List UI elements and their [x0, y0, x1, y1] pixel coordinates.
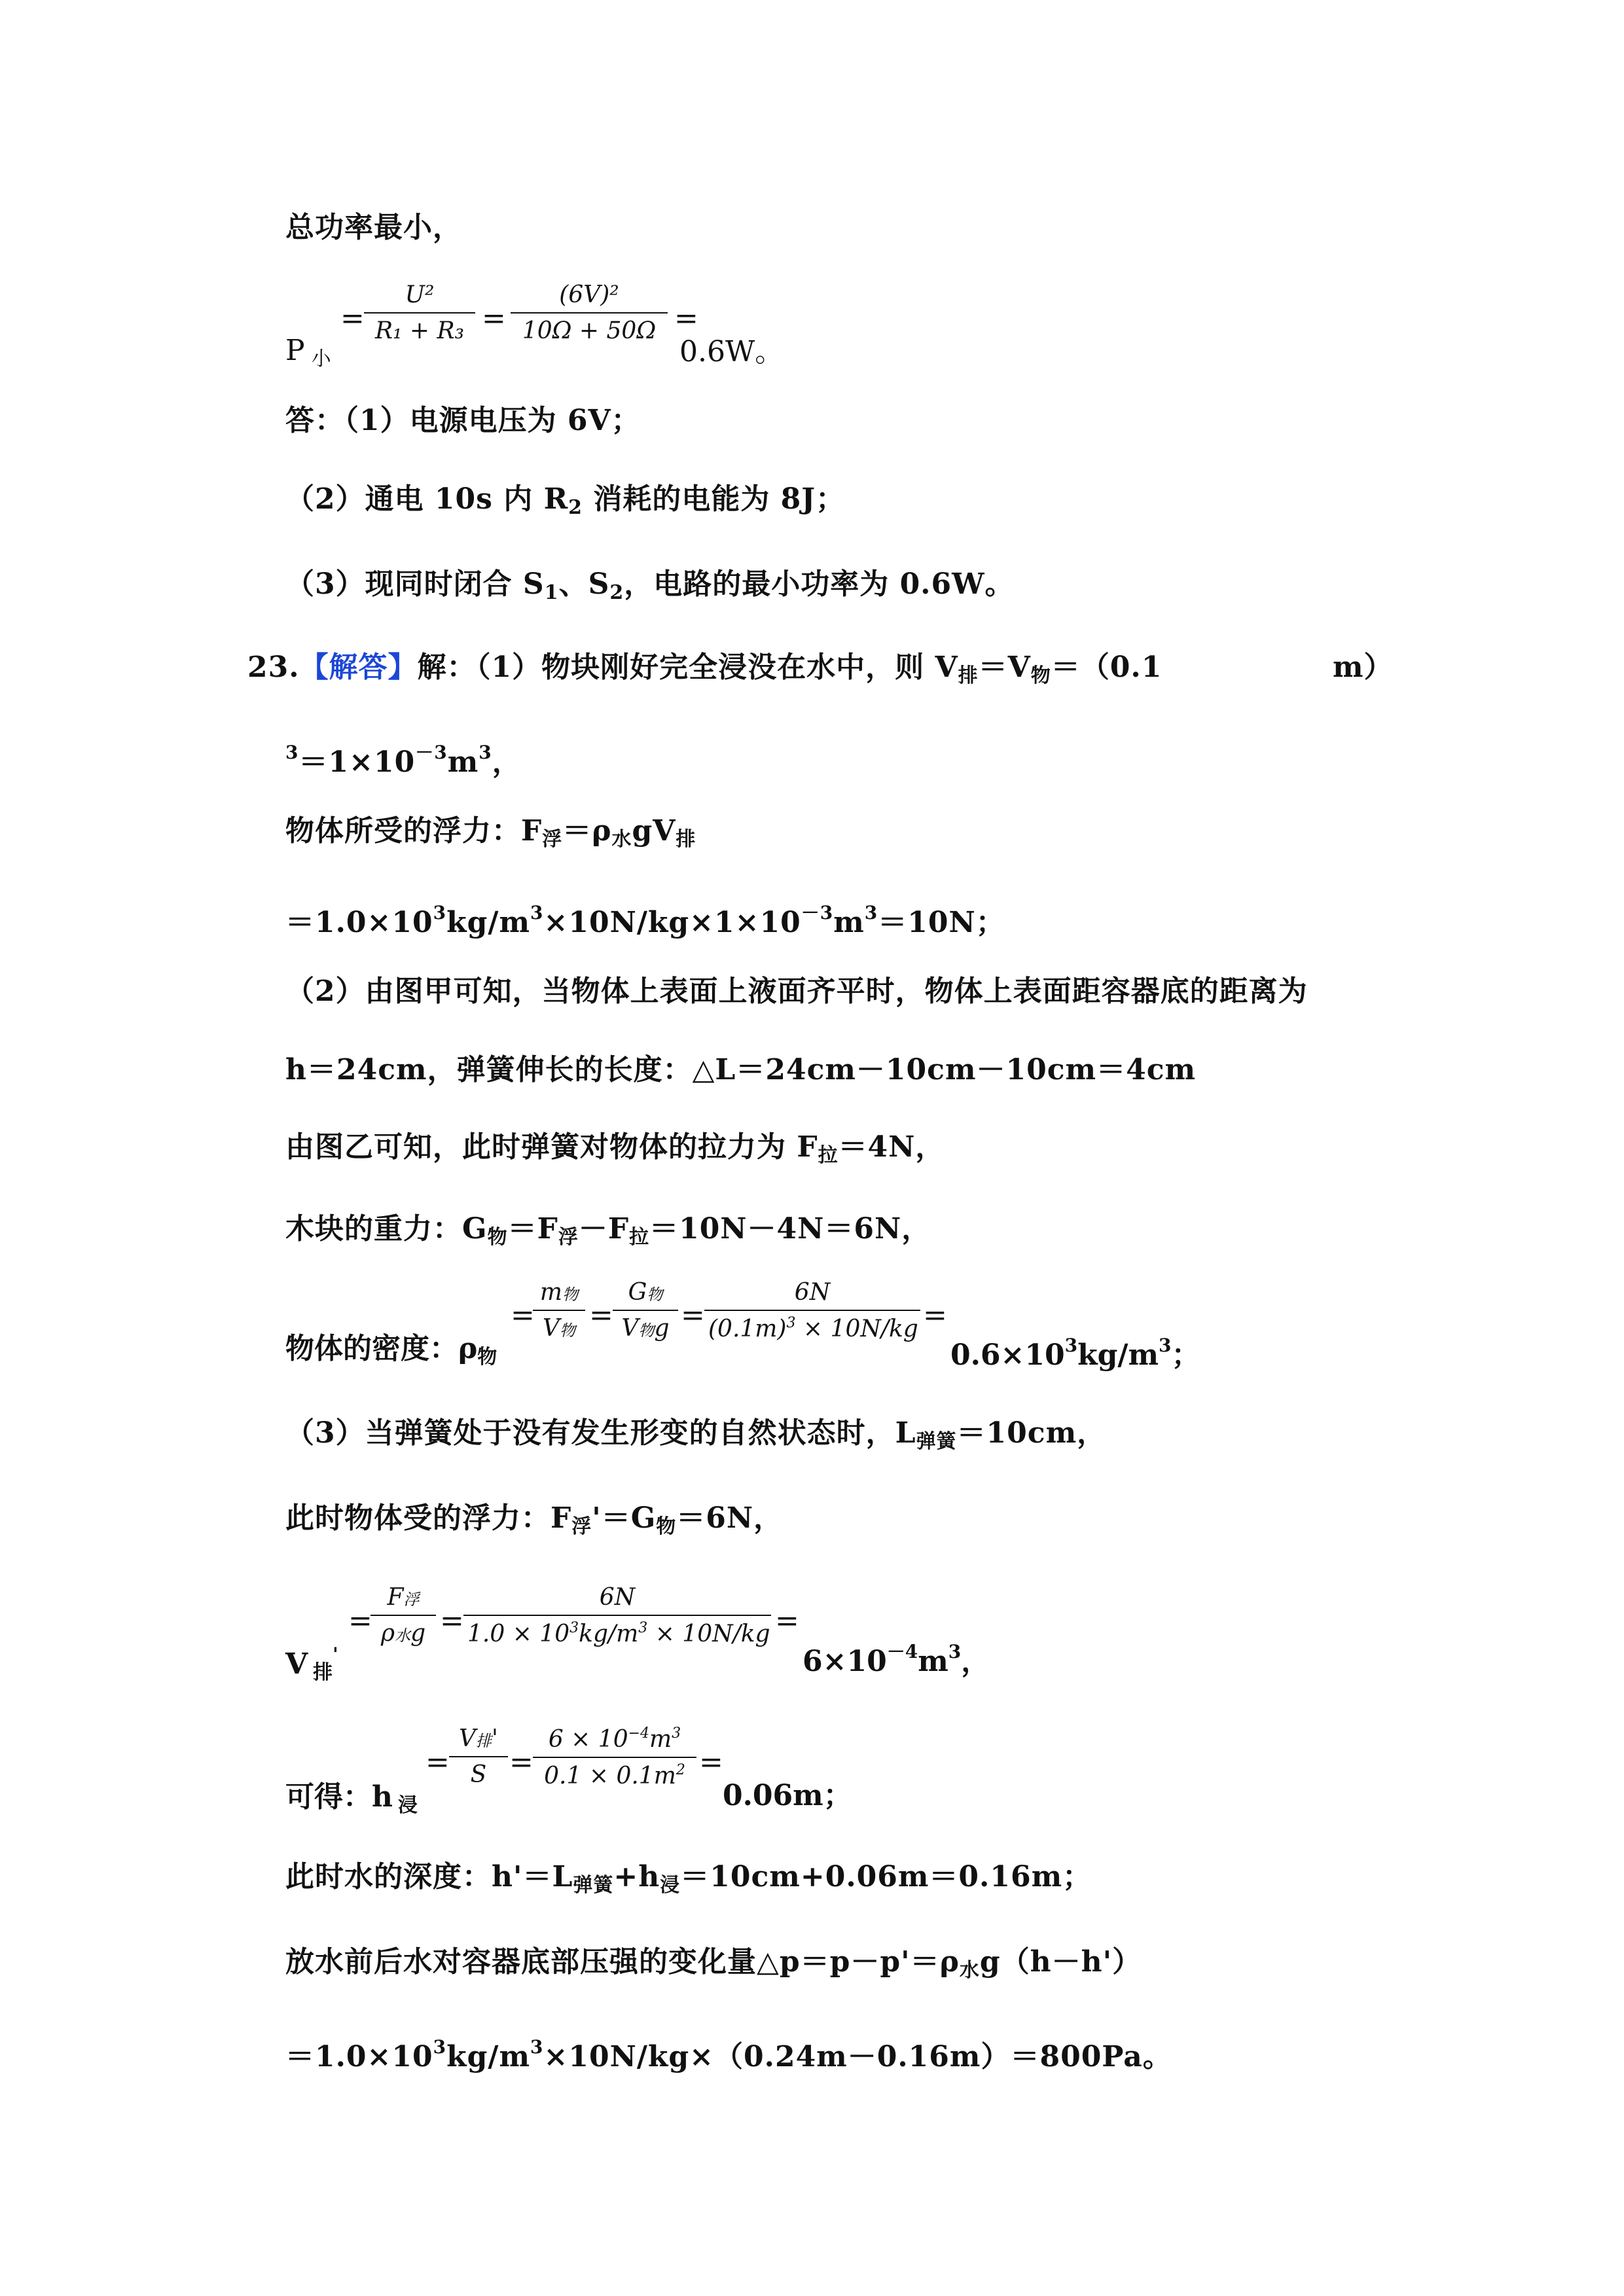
text: 0.1 × 0.1m: [544, 1763, 676, 1789]
text: ＝ρ: [562, 814, 612, 848]
text: 0.6×10: [950, 1338, 1065, 1372]
superscript: 2: [676, 1762, 685, 1778]
equals-sign: =: [775, 1604, 799, 1638]
text: g（h－h'）: [979, 1945, 1142, 1979]
superscript: 3: [569, 1620, 579, 1636]
subscript: 浮: [571, 1515, 592, 1538]
text: ＝（0.1: [1051, 651, 1163, 684]
question-23-line-tail: [1333, 648, 1394, 687]
text: m: [447, 745, 479, 779]
equals-sign: =: [923, 1299, 947, 1332]
text: ，: [492, 745, 522, 779]
subscript: 物: [562, 1285, 579, 1304]
pressure-change-line: [285, 1943, 1142, 1990]
superscript: －4: [886, 1641, 918, 1662]
equals-sign: =: [340, 302, 365, 335]
weight-line: [285, 1210, 931, 1257]
superscript: 3: [786, 1315, 796, 1331]
denominator: [533, 1311, 585, 1342]
text: （2）由图甲可知，当物体上表面上液面齐平时，物体上表面距容器底的距离为: [285, 975, 1308, 1008]
subscript: 水: [611, 828, 632, 851]
subscript: 排: [313, 1661, 333, 1684]
numerator: 6N: [463, 1584, 771, 1616]
denominator: [533, 1758, 696, 1789]
denominator: [704, 1311, 920, 1342]
equals-sign: =: [674, 302, 698, 335]
equation-result: [950, 1327, 1200, 1374]
subscript: 排: [476, 1732, 492, 1750]
text: （3）现同时闭合 S: [285, 567, 545, 601]
text: ＝4N，: [838, 1130, 945, 1164]
answer-line-1: [285, 401, 641, 440]
subscript: 物: [560, 1321, 575, 1340]
equals-sign: =: [509, 1746, 533, 1779]
superscript: 3: [638, 1620, 648, 1636]
part-2-line: [285, 972, 1308, 1011]
symbol: V: [543, 1315, 560, 1342]
superscript: 3: [1159, 1335, 1172, 1356]
superscript: 3: [433, 2036, 447, 2058]
text: ＝1×10: [298, 745, 416, 779]
text: ＝10cm+0.06m＝0.16m；: [680, 1860, 1092, 1893]
subscript: 2: [568, 496, 583, 519]
superscript: 3: [672, 1725, 681, 1742]
fraction-m-over-v: [533, 1279, 585, 1342]
part-3-line: [285, 1414, 1106, 1462]
text: 由图乙可知，此时弹簧对物体的拉力为 F: [285, 1130, 818, 1164]
superscript: －3: [801, 902, 834, 924]
numerator: [533, 1279, 585, 1311]
text: 6×10: [803, 1645, 887, 1678]
subscript: 拉: [629, 1226, 650, 1249]
text: 答：（1）电源电压为 6V；: [285, 404, 641, 437]
equals-sign: =: [348, 1604, 372, 1638]
numerator: (6V)²: [511, 281, 668, 314]
symbol: V: [621, 1315, 639, 1342]
equals-sign: =: [681, 1299, 705, 1332]
prime: ': [333, 1643, 338, 1665]
superscript: 3: [285, 742, 299, 763]
equals-sign: =: [511, 1299, 535, 1332]
fraction-u2-over-r: [364, 281, 475, 344]
equation-result: 0.6W。: [679, 335, 784, 368]
text: ＝10N；: [878, 906, 1005, 939]
equals-sign: =: [699, 1746, 723, 1779]
text: ，电路的最小功率为 0.6W。: [624, 567, 1015, 601]
text: 消耗的电能为 8J；: [583, 482, 846, 516]
equation-lhs: [285, 1636, 338, 1691]
equals-sign: =: [425, 1746, 450, 1779]
subscript: 浸: [660, 1874, 681, 1897]
text: m）: [1333, 651, 1394, 684]
subscript: 浮: [542, 828, 563, 851]
subscript: 物: [656, 1515, 677, 1538]
text: 总功率最小，: [285, 211, 462, 244]
water-depth-line: [285, 1857, 1092, 1905]
subscript: 浮: [403, 1590, 420, 1609]
equals-sign: =: [589, 1299, 613, 1332]
pressure-result-line: [285, 2028, 1172, 2077]
spring-extension-line: [285, 1050, 1196, 1090]
text: gV: [632, 814, 676, 848]
text: m: [833, 906, 865, 939]
equation-lhs: [285, 1331, 497, 1376]
fraction-volume-over-area: [533, 1725, 696, 1789]
text: × 10N/kg: [647, 1621, 770, 1647]
superscript: 3: [530, 902, 544, 924]
subscript: 1: [544, 581, 559, 604]
numerator: [613, 1279, 678, 1311]
text: 6 × 10: [548, 1726, 628, 1753]
text: kg/m: [446, 906, 531, 939]
answer-tag: 【解答】: [299, 651, 418, 684]
text: 此时物体受的浮力：F: [285, 1501, 572, 1535]
text: ＝6N，: [676, 1501, 784, 1535]
fraction-v-over-s: [449, 1725, 508, 1788]
superscript: 3: [1064, 1335, 1078, 1356]
text: '＝G: [592, 1501, 657, 1535]
symbol: g: [410, 1620, 426, 1647]
denominator: 10Ω + 50Ω: [522, 317, 657, 344]
symbol: F: [387, 1584, 404, 1611]
text: 木块的重力：G: [285, 1212, 488, 1246]
subscript: 弹簧: [573, 1874, 614, 1897]
subscript: 排: [676, 828, 696, 851]
text: －F: [578, 1212, 630, 1246]
equals-sign: =: [482, 302, 506, 335]
text: 此时水的深度：h'＝L: [285, 1860, 573, 1893]
equation-result: 0.06m；: [723, 1779, 852, 1812]
text-line-total-power-min: [285, 208, 462, 247]
text: × 10N/kg: [795, 1316, 918, 1342]
text: 、S: [558, 567, 610, 601]
text: （2）通电 10s 内 R: [285, 482, 569, 516]
text: m: [918, 1645, 948, 1678]
spring-pull-line: [285, 1128, 945, 1175]
subscript: 物: [477, 1346, 497, 1369]
superscript: −4: [628, 1725, 650, 1742]
symbol: P: [285, 334, 305, 367]
fraction-6n-over-rho-g: [463, 1584, 771, 1647]
symbol: V: [285, 1647, 308, 1681]
buoyancy-calc-line: [285, 893, 1005, 942]
prime: ': [492, 1725, 498, 1752]
numerator: U²: [364, 281, 475, 314]
text: kg/m: [446, 2040, 531, 2073]
text: m: [649, 1726, 672, 1753]
denominator: [370, 1616, 436, 1647]
text: （3）当弹簧处于没有发生形变的自然状态时，L: [285, 1416, 916, 1450]
text: h＝24cm，弹簧伸长的长度：△L＝24cm－10cm－10cm＝4cm: [285, 1053, 1197, 1086]
equation-result: [803, 1634, 990, 1680]
text: ×10N/kg×（0.24m－0.16m）＝800Pa。: [543, 2040, 1172, 2073]
fraction-f-over-rho-g: [370, 1584, 436, 1647]
numerator: [449, 1725, 508, 1757]
text: ＝10cm，: [956, 1416, 1107, 1450]
numerator: 6N: [704, 1279, 920, 1311]
text: ＝1.0×10: [285, 906, 433, 939]
buoyancy-formula-line: [285, 812, 696, 859]
superscript: 3: [864, 902, 878, 924]
subscript: 物: [647, 1285, 663, 1304]
text: kg/m: [1077, 1338, 1159, 1372]
text: ×10N/kg×1×10: [543, 906, 801, 939]
superscript: 3: [478, 742, 492, 763]
symbol: V: [459, 1725, 477, 1752]
subscript: 水: [959, 1959, 980, 1982]
subscript: 小: [311, 348, 331, 370]
text: ＝F: [507, 1212, 558, 1246]
superscript: 3: [433, 902, 447, 924]
subscript: 排: [958, 664, 979, 687]
subscript: 浸: [398, 1794, 418, 1817]
denominator: R₁ + R₃: [374, 317, 465, 344]
fraction-g-over-vg: [613, 1279, 678, 1342]
numerator: [370, 1584, 436, 1616]
subscript: 弹簧: [916, 1430, 957, 1453]
fraction-6n-over-volume: [704, 1279, 920, 1342]
superscript: 3: [948, 1641, 962, 1662]
text: kg/m: [579, 1621, 639, 1647]
text: ；: [1171, 1338, 1200, 1372]
text: ，: [961, 1645, 990, 1678]
symbol: g: [654, 1315, 670, 1342]
text: (0.1m): [708, 1316, 787, 1342]
fraction-6v-squared: [511, 281, 668, 344]
numerator: [533, 1725, 696, 1758]
volume-result-line: [285, 733, 522, 782]
superscript: 3: [530, 2036, 544, 2058]
buoyancy-equals-weight-line: [285, 1499, 783, 1547]
subscript: 浮: [558, 1226, 579, 1249]
text: 可得：h: [285, 1780, 393, 1814]
subscript: 物: [638, 1321, 655, 1340]
text: 解：（1）物块刚好完全浸没在水中，则 V: [417, 651, 958, 684]
text: 物体的密度：ρ: [285, 1332, 478, 1365]
equals-sign: =: [440, 1604, 464, 1638]
subscript: 水: [395, 1626, 411, 1645]
superscript: －3: [415, 742, 448, 763]
answer-line-2: [285, 480, 845, 528]
text: ＝10N－4N＝6N，: [649, 1212, 931, 1246]
answer-line-3: [285, 565, 1015, 613]
denominator: [463, 1616, 771, 1647]
subscript: 物: [487, 1226, 508, 1249]
equation-lhs: [285, 332, 331, 378]
equation-lhs: [285, 1779, 418, 1824]
denominator: S: [470, 1761, 487, 1788]
text: ＝V: [978, 651, 1031, 684]
text: 1.0 × 10: [467, 1621, 570, 1647]
denominator: [613, 1311, 678, 1342]
text: 放水前后水对容器底部压强的变化量△p＝p－p'＝ρ: [285, 1945, 960, 1979]
text: +h: [613, 1860, 660, 1893]
text: ＝1.0×10: [285, 2040, 433, 2073]
symbol: m: [539, 1279, 563, 1306]
question-23-line: [247, 648, 1162, 696]
symbol: G: [628, 1279, 647, 1306]
subscript: 2: [609, 581, 624, 604]
subscript: 拉: [818, 1144, 839, 1167]
question-number: 23.: [247, 651, 300, 684]
subscript: 物: [1030, 664, 1051, 687]
text: 物体所受的浮力：F: [285, 814, 543, 848]
symbol: ρ: [380, 1620, 395, 1647]
